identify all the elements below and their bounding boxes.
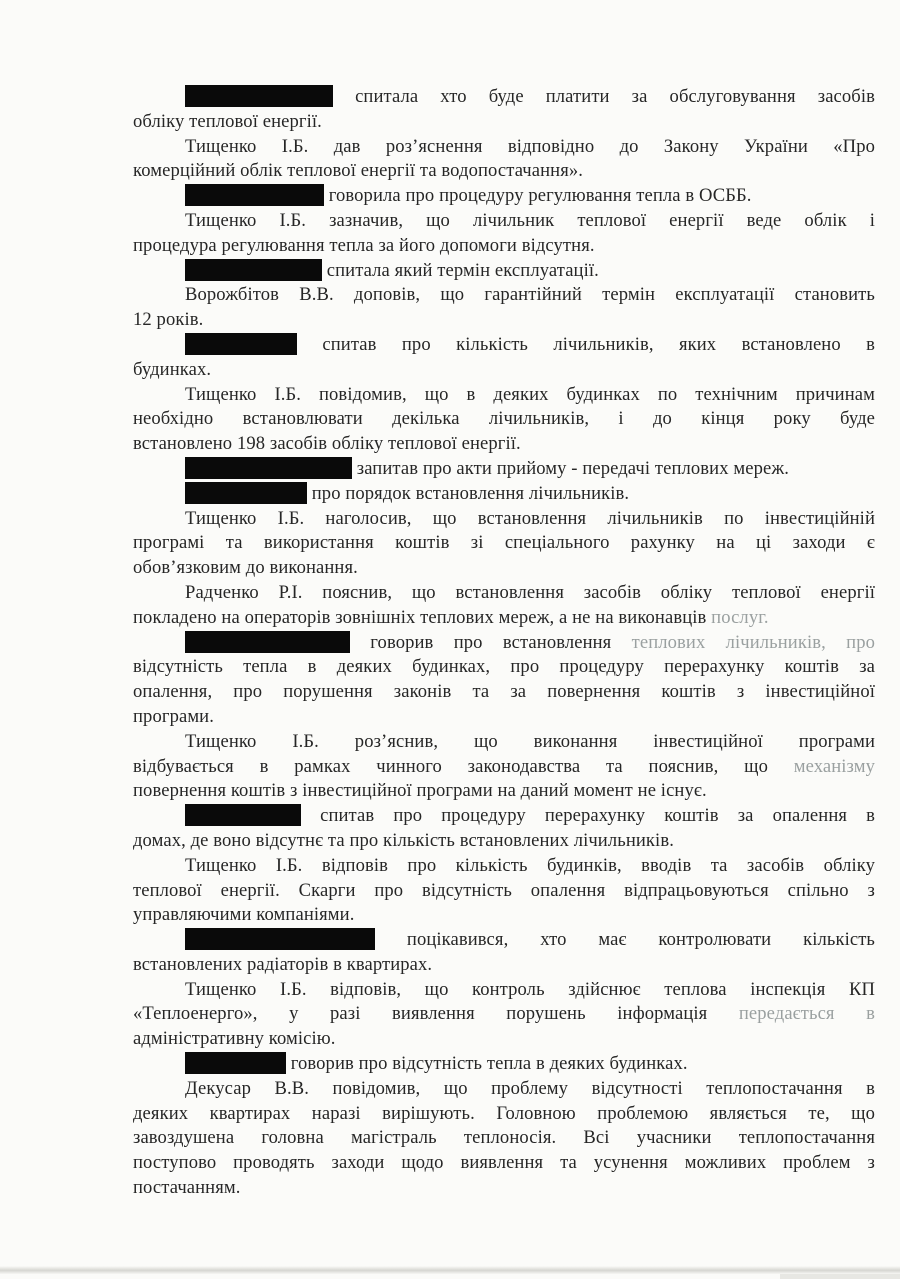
text-line: встановлено 198 засобів обліку теплової енергії. <box>133 433 521 455</box>
faded-text: передається в <box>738 1003 876 1025</box>
paragraph <box>133 581 875 631</box>
scan-edge-artifact <box>0 1266 900 1274</box>
redaction-bar <box>185 259 322 281</box>
paragraph <box>133 135 875 185</box>
text-line: теплової енергії. Скарги про відсутність опалення відпрацьовуються спільно з <box>133 879 875 901</box>
text-line: програмі та використання коштів зі спеціального рахунку на ці заходи є <box>133 532 875 554</box>
text-line: необхідно встановлювати декілька лічильників, і до кінця року буде <box>133 408 875 430</box>
text-line: процедура регулювання тепла за його допомоги відсутня. <box>133 234 595 256</box>
text-line: спитала хто буде платити за обслуговування засобів <box>133 85 875 110</box>
text-line: Тищенко І.Б. дав роз’яснення відповідно до Закону України «Про <box>185 135 875 157</box>
text-line: завоздушена головна магістраль теплоносія. Всі учасники теплопостачання <box>133 1127 875 1149</box>
paragraph <box>133 283 875 333</box>
paragraph <box>133 804 875 854</box>
text-line: відбувається в рамках чинного законодавства та пояснив, що механізму <box>133 755 876 777</box>
text-line: відсутність тепла в деяких будинках, про процедуру перерахунку коштів за <box>133 656 875 678</box>
text-line: повернення коштів з інвестиційної програми на даний момент не існує. <box>133 780 707 802</box>
paragraph <box>133 1077 875 1201</box>
text-line: спитав про кількість лічильників, яких встановлено в <box>133 333 875 358</box>
text-line: «Теплоенерго», у разі виявлення порушень інформація передається в <box>133 1003 876 1025</box>
paragraph <box>133 631 875 730</box>
text-line: поцікавився, хто має контролювати кількість <box>133 928 875 953</box>
faded-text: послуг. <box>711 606 769 628</box>
paragraph <box>133 383 875 457</box>
redaction-bar <box>185 631 350 653</box>
redaction-bar <box>185 804 301 826</box>
paragraph <box>133 209 875 259</box>
paragraph <box>133 507 875 581</box>
text-line: комерційний облік теплової енергії та водопостачання». <box>133 160 584 182</box>
text-line: встановлених радіаторів в квартирах. <box>133 953 433 975</box>
paragraph <box>133 482 875 507</box>
text-line: Тищенко І.Б. роз’яснив, що виконання інвестиційної програми <box>185 730 875 752</box>
document-body <box>133 85 875 1201</box>
text-line: говорив про відсутність тепла в деяких будинках. <box>133 1052 875 1077</box>
text-line: поступово проводять заходи щодо виявлення та усунення можливих проблем з <box>133 1152 875 1174</box>
text-line: запитав про акти прийому - передачі теплових мереж. <box>133 457 875 482</box>
text-line: Декусар В.В. повідомив, що проблему відсутності теплопостачання в <box>185 1077 875 1099</box>
redaction-bar <box>185 184 324 206</box>
text-line: Тищенко І.Б. відповів, що контроль здійснює теплова інспекція КП <box>185 978 875 1000</box>
paragraph <box>133 1052 875 1077</box>
text-line: адміністративну комісію. <box>133 1028 336 1050</box>
redaction-bar <box>185 928 375 950</box>
paragraph <box>133 184 875 209</box>
text-line: Тищенко І.Б. відповів про кількість будинків, вводів та засобів обліку <box>185 854 875 876</box>
text-line: говорила про процедуру регулювання тепла в ОСББ. <box>133 184 875 209</box>
paragraph <box>133 854 875 928</box>
paragraph <box>133 928 875 978</box>
text-line: спитала який термін експлуатації. <box>133 259 875 284</box>
faded-text: механізму <box>793 755 876 777</box>
text-line: Тищенко І.Б. зазначив, що лічильник теплової енергії веде облік і <box>185 209 875 231</box>
paragraph <box>133 978 875 1052</box>
text-line: Ворожбітов В.В. доповів, що гарантійний термін експлуатації становить <box>185 284 875 306</box>
text-line: Тищенко І.Б. повідомив, що в деяких будинках по технічним причинам <box>185 383 875 405</box>
text-line: постачанням. <box>133 1177 241 1199</box>
redaction-bar <box>185 482 307 504</box>
redaction-bar <box>185 333 297 355</box>
paragraph <box>133 333 875 383</box>
text-line: 12 років. <box>133 309 204 331</box>
text-line: управляючими компаніями. <box>133 904 355 926</box>
scan-edge-corner-artifact <box>780 1274 900 1279</box>
paragraph <box>133 730 875 804</box>
paragraph <box>133 85 875 135</box>
text-line: Тищенко І.Б. наголосив, що встановлення лічильників по інвестиційній <box>185 507 875 529</box>
text-line: спитав про процедуру перерахунку коштів за опалення в <box>133 804 875 829</box>
text-line: про порядок встановлення лічильників. <box>133 482 875 507</box>
text-line: опалення, про порушення законів та за повернення коштів з інвестиційної <box>133 681 875 703</box>
paragraph <box>133 457 875 482</box>
paragraph <box>133 259 875 284</box>
faded-text: теплових лічильників, про <box>631 631 876 653</box>
text-line: будинках. <box>133 358 212 380</box>
text-line: програми. <box>133 705 214 727</box>
redaction-bar <box>185 457 352 479</box>
text-line: домах, де воно відсутнє та про кількість встановлених лічильників. <box>133 829 674 851</box>
text-line: деяких квартирах наразі вирішують. Головною проблемою являється те, що <box>133 1102 875 1124</box>
redaction-bar <box>185 1052 286 1074</box>
text-line: обліку теплової енергії. <box>133 110 322 132</box>
text-line: покладено на операторів зовнішніх теплових мереж, а не на виконавців послуг. <box>133 606 769 628</box>
text-line: Радченко Р.І. пояснив, що встановлення засобів обліку теплової енергії <box>185 581 875 603</box>
text-line: обов’язковим до виконання. <box>133 557 358 579</box>
text-line: говорив про встановлення теплових лічильників, про <box>133 631 875 656</box>
redaction-bar <box>185 85 333 107</box>
